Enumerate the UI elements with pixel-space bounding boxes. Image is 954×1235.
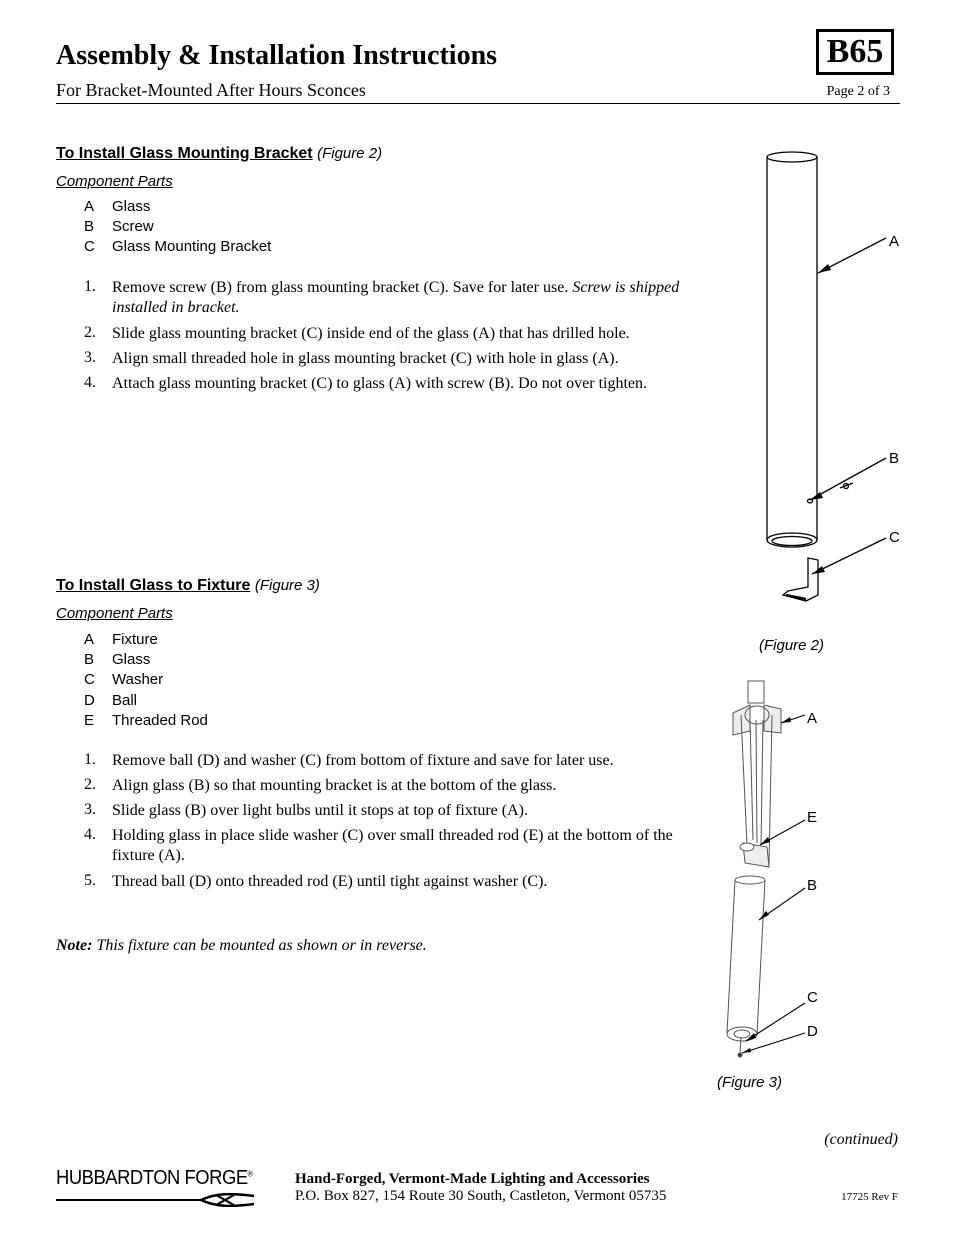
page-subtitle: For Bracket-Mounted After Hours Sconces	[56, 80, 366, 100]
header-divider	[56, 103, 900, 104]
continued-label: (continued)	[824, 1131, 898, 1148]
logo-text: HUBBARDTON FORGE	[56, 1167, 248, 1189]
figure-3-callout-c: C	[807, 989, 818, 1006]
mounting-note	[56, 937, 427, 955]
figure-3-illustration	[705, 675, 835, 1070]
note-label: Note:	[56, 937, 93, 954]
section2-heading-text: To Install Glass to Fixture	[56, 577, 251, 594]
section1-component-label: Component Parts	[56, 173, 173, 190]
figure-3-callout-e: E	[807, 809, 818, 826]
logo-tongs-icon	[56, 1193, 261, 1207]
figure-3-callout-a: A	[807, 710, 818, 727]
section1-heading	[56, 145, 382, 163]
section1-steps: 1. Remove screw (B) from glass mounting bracket (C). Save for later use. Screw is shipped installed in bracket. 2. Slide glass mounting bracket (C) inside end of the glass (A) that has drilled hole. 3. Align small threaded hole in glass mounting bracket (C) with hole in glass (A). 4. Attach glass mounting bracket (C) to glass (A) with screw (B). Do not over tighten.	[84, 278, 680, 392]
product-code-badge: B65	[816, 29, 894, 75]
section1-heading-text: To Install Glass Mounting Bracket	[56, 145, 313, 162]
figure-3-callout-b: B	[807, 877, 818, 894]
figure-3-callout-d: D	[807, 1023, 818, 1040]
logo-registered-mark: ®	[247, 1169, 253, 1179]
document-revision: 17725 Rev F	[841, 1191, 898, 1203]
section2-component-label: Component Parts	[56, 605, 173, 622]
page-number: Page 2 of 3	[826, 84, 890, 99]
figure-3-caption: (Figure 3)	[717, 1074, 783, 1091]
page-title: Assembly & Installation Instructions	[56, 40, 498, 71]
section2-figure-ref: (Figure 3)	[254, 577, 320, 594]
figure-2-caption: (Figure 2)	[759, 637, 825, 654]
figure-2-callout-c: C	[889, 529, 900, 546]
figure-2-callout-a: A	[889, 233, 900, 250]
section1-parts-list: A Glass B Screw C Glass Mounting Bracket	[84, 198, 272, 255]
section2-steps: 1. Remove ball (D) and washer (C) from bottom of fixture and save for later use. 2. Align glass (B) so that mounting bracket is at the bottom of the glass. 3. Slide glass (B) over light bulbs until it stops at top of fixture (A). 4. Holding glass in place slide washer (C) over small threaded rod (E) at the bottom of the fixture (A). 5. Thread ball (D) onto threaded rod (E) until tight against washer (C).	[84, 751, 673, 890]
section1-figure-ref: (Figure 2)	[317, 145, 383, 162]
company-address: P.O. Box 827, 154 Route 30 South, Castleton, Vermont 05735	[295, 1188, 667, 1204]
section2-heading	[56, 577, 320, 595]
figure-2-callout-b: B	[889, 450, 900, 467]
hubbardton-forge-logo	[56, 1167, 266, 1209]
company-tagline: Hand-Forged, Vermont-Made Lighting and Accessories	[295, 1171, 650, 1187]
section2-parts-list: A Fixture B Glass C Washer D Ball E Threaded Rod	[84, 631, 208, 729]
note-text: This fixture can be mounted as shown or in reverse.	[96, 937, 427, 954]
